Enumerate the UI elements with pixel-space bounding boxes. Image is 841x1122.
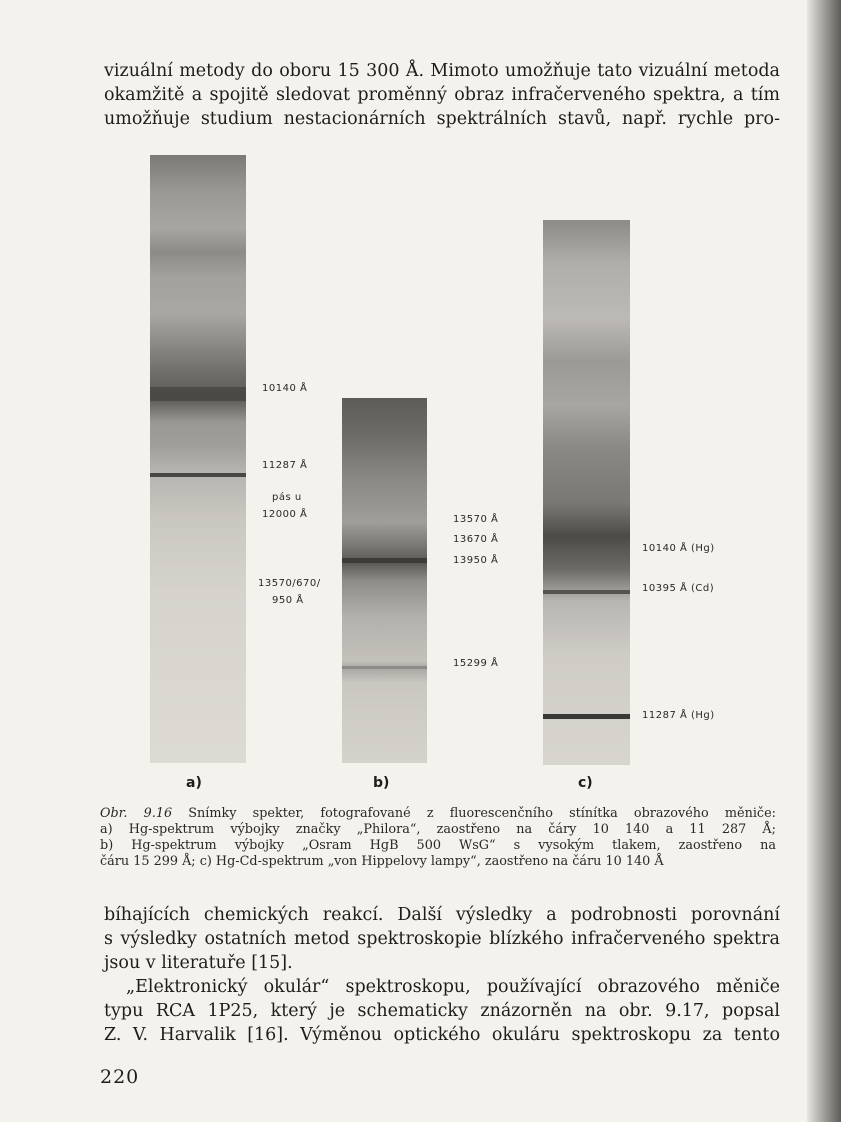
body-text-bottom-p1-line-1: bíhajících chemických reakcí. Další výsledky a podrobnosti porovnání (104, 905, 780, 925)
label-b-15299: 15299 Å (453, 658, 499, 669)
label-b-13570: 13570 Å (453, 514, 499, 525)
label-a-10140: 10140 Å (262, 383, 308, 394)
label-c-10140: 10140 Å (Hg) (642, 543, 715, 554)
panel-letter-b: b) (373, 775, 390, 791)
spectrum-strip-b (342, 398, 427, 763)
label-a-11287: 11287 Å (262, 460, 308, 471)
body-text-top-line-3: umožňuje studium nestacionárních spektrálních stavů, např. rychle pro- (104, 109, 780, 129)
body-text-bottom-p2-line-2: typu RCA 1P25, který je schematicky znázorněn na obr. 9.17, popsal (104, 1001, 780, 1021)
body-text-bottom-p2-line-1: „Elektronický okulár“ spektroskopu, používající obrazového měniče (126, 977, 780, 997)
panel-letter-a: a) (186, 775, 202, 791)
figure-caption-line-2: a) Hg-spektrum výbojky značky „Philora“, zaostřeno na čáry 10 140 a 11 287 Å; (100, 822, 776, 837)
spectrum-strip-a (150, 155, 246, 763)
spectral-line-15299-b (342, 666, 427, 669)
figure-caption-line-3: b) Hg-spektrum výbojky „Osram HgB 500 WsG“ s vysokým tlakem, zaostřeno na (100, 838, 776, 853)
label-b-13670: 13670 Å (453, 534, 499, 545)
page-edge-shadow (807, 0, 841, 1122)
label-b-13950: 13950 Å (453, 555, 499, 566)
label-c-10395: 10395 Å (Cd) (642, 583, 715, 594)
panel-letter-c: c) (578, 775, 593, 791)
figure-caption-prefix: Obr. 9.16 (100, 806, 173, 821)
label-a-12000: 12000 Å (262, 509, 308, 520)
spectral-line-13950-b (342, 558, 427, 563)
spectral-band-10140-a (150, 387, 246, 401)
body-text-bottom-p1-line-2: s výsledky ostatních metod spektroskopie blízkého infračerveného spektra (104, 929, 780, 949)
figure-caption-line-1-text: Snímky spekter, fotografované z fluorescenčního stínítka obrazového měniče: (188, 806, 776, 821)
label-a-950: 950 Å (272, 595, 304, 606)
label-c-11287: 11287 Å (Hg) (642, 710, 715, 721)
page-number: 220 (100, 1066, 140, 1088)
spectrum-strip-c (543, 220, 630, 765)
label-a-13570-670: 13570/670/ (258, 578, 321, 589)
body-text-top-line-1: vizuální metody do oboru 15 300 Å. Mimoto umožňuje tato vizuální metoda (104, 61, 780, 81)
label-a-pas-u: pás u (272, 492, 302, 503)
body-text-bottom-p1-line-3: jsou v literatuře [15]. (104, 953, 293, 973)
figure-caption-line-4: čáru 15 299 Å; c) Hg-Cd-spektrum „von Hippelovy lampy“, zaostřeno na čáru 10 140 Å (100, 854, 664, 869)
spectral-line-10395-c (543, 590, 630, 594)
body-text-top-line-2: okamžitě a spojitě sledovat proměnný obraz infračerveného spektra, a tím (104, 85, 780, 105)
spectral-line-11287-c (543, 714, 630, 719)
figure-caption-line-1 (100, 806, 776, 821)
body-text-bottom-p2-line-3: Z. V. Harvalik [16]. Výměnou optického okuláru spektroskopu za tento (104, 1025, 780, 1045)
spectral-line-11287-a (150, 473, 246, 477)
